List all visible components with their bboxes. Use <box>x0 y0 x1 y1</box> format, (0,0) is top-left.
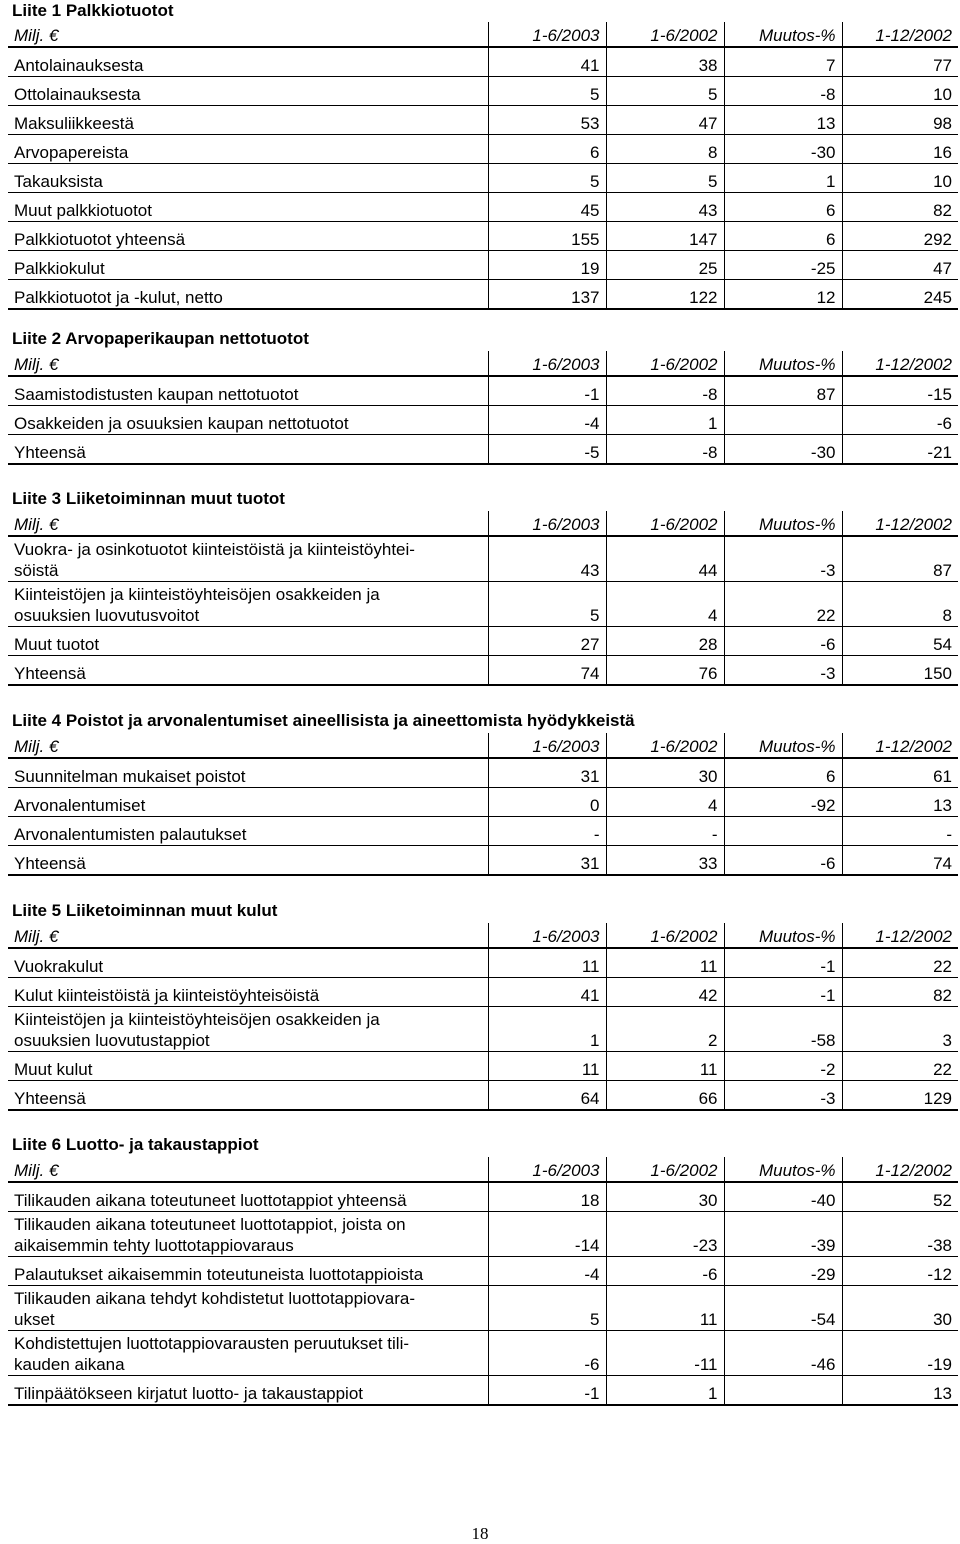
row-value: 30 <box>606 1182 724 1212</box>
row-value: 137 <box>488 280 606 310</box>
financial-table <box>8 351 958 465</box>
row-value: 5 <box>488 164 606 193</box>
row-label: Muut palkkiotuotot <box>8 193 488 222</box>
row-value: -6 <box>724 846 842 876</box>
row-label-line: Tilikauden aikana tehdyt kohdistetut luottotappiovara- <box>14 1289 416 1308</box>
row-value: 292 <box>842 222 958 251</box>
row-value: -5 <box>488 435 606 465</box>
row-value: 5 <box>606 77 724 106</box>
table-row <box>8 788 958 817</box>
row-label: Palkkiotuotot yhteensä <box>8 222 488 251</box>
row-value: 11 <box>606 1052 724 1081</box>
header-unit: Milj. € <box>8 511 488 536</box>
row-value: 1 <box>606 1376 724 1406</box>
header-col4: 1-12/2002 <box>842 511 958 536</box>
table-row <box>8 406 958 435</box>
row-value: 61 <box>842 758 958 788</box>
row-label <box>8 1286 488 1331</box>
row-value: 147 <box>606 222 724 251</box>
row-label: Takauksista <box>8 164 488 193</box>
header-col4: 1-12/2002 <box>842 22 958 47</box>
row-value: 3 <box>842 1007 958 1052</box>
row-value: 43 <box>488 536 606 582</box>
section-title: Liite 3 Liiketoiminnan muut tuotot <box>12 489 285 508</box>
row-value: 41 <box>488 47 606 77</box>
table-row <box>8 251 958 280</box>
row-value: 12 <box>724 280 842 310</box>
row-value: -30 <box>724 135 842 164</box>
table-row <box>8 536 958 582</box>
row-value: -3 <box>724 1081 842 1111</box>
header-col3: Muutos-% <box>724 22 842 47</box>
header-col2: 1-6/2002 <box>606 22 724 47</box>
table-row <box>8 1081 958 1111</box>
row-label: Yhteensä <box>8 1081 488 1111</box>
row-label: Suunnitelman mukaiset poistot <box>8 758 488 788</box>
row-label-line: kauden aikana <box>14 1355 125 1374</box>
row-value: - <box>606 817 724 846</box>
header-col4: 1-12/2002 <box>842 733 958 758</box>
row-value: 30 <box>606 758 724 788</box>
row-value: -6 <box>606 1257 724 1286</box>
row-value: 16 <box>842 135 958 164</box>
row-label: Osakkeiden ja osuuksien kaupan nettotuotot <box>8 406 488 435</box>
header-unit: Milj. € <box>8 1157 488 1182</box>
section-title: Liite 4 Poistot ja arvonalentumiset aineellisista ja aineettomista hyödykkeistä <box>12 711 635 730</box>
row-value: 122 <box>606 280 724 310</box>
row-value: -8 <box>724 77 842 106</box>
row-label-line: Kiinteistöjen ja kiinteistöyhteisöjen osakkeiden ja <box>14 1010 380 1029</box>
table-header-row <box>8 1157 958 1182</box>
header-col4: 1-12/2002 <box>842 923 958 948</box>
row-value: -1 <box>488 376 606 406</box>
row-label-line: ukset <box>14 1310 55 1329</box>
row-value: 1 <box>724 164 842 193</box>
row-label-line: Kiinteistöjen ja kiinteistöyhteisöjen osakkeiden ja <box>14 585 380 604</box>
row-value: 41 <box>488 978 606 1007</box>
table-row <box>8 77 958 106</box>
financial-table <box>8 511 958 686</box>
row-value: 66 <box>606 1081 724 1111</box>
row-value: 74 <box>488 656 606 686</box>
row-value: 38 <box>606 47 724 77</box>
row-value: 43 <box>606 193 724 222</box>
table-row <box>8 1376 958 1406</box>
table-row <box>8 1007 958 1052</box>
row-value: 5 <box>488 582 606 627</box>
row-value: 13 <box>842 788 958 817</box>
table-row <box>8 978 958 1007</box>
row-value: 2 <box>606 1007 724 1052</box>
header-unit: Milj. € <box>8 733 488 758</box>
row-label: Antolainauksesta <box>8 47 488 77</box>
row-value: -23 <box>606 1212 724 1257</box>
header-col3: Muutos-% <box>724 923 842 948</box>
table-row <box>8 47 958 77</box>
section-title: Liite 6 Luotto- ja takaustappiot <box>12 1135 259 1154</box>
table-header-row <box>8 22 958 47</box>
row-value: -4 <box>488 1257 606 1286</box>
row-label: Ottolainauksesta <box>8 77 488 106</box>
header-col4: 1-12/2002 <box>842 1157 958 1182</box>
row-value: -39 <box>724 1212 842 1257</box>
row-label-line: Vuokra- ja osinkotuotot kiinteistöistä ja kiinteistöyhtei- <box>14 540 415 559</box>
financial-table <box>8 22 958 310</box>
row-value: 6 <box>488 135 606 164</box>
row-value: 245 <box>842 280 958 310</box>
row-value: 4 <box>606 582 724 627</box>
row-value: -3 <box>724 536 842 582</box>
row-value: 1 <box>488 1007 606 1052</box>
header-col3: Muutos-% <box>724 511 842 536</box>
table-row <box>8 817 958 846</box>
row-label: Maksuliikkeestä <box>8 106 488 135</box>
row-label <box>8 1331 488 1376</box>
row-value: 4 <box>606 788 724 817</box>
row-value: -3 <box>724 656 842 686</box>
row-label-line: osuuksien luovutustappiot <box>14 1031 210 1050</box>
row-value: -46 <box>724 1331 842 1376</box>
table-header-row <box>8 511 958 536</box>
row-value: -15 <box>842 376 958 406</box>
header-col2: 1-6/2002 <box>606 923 724 948</box>
table-row <box>8 1331 958 1376</box>
row-value: 6 <box>724 222 842 251</box>
row-value: 45 <box>488 193 606 222</box>
row-label: Tilinpäätökseen kirjatut luotto- ja takaustappiot <box>8 1376 488 1406</box>
row-value: 87 <box>842 536 958 582</box>
table-row <box>8 193 958 222</box>
row-value: 76 <box>606 656 724 686</box>
table-row <box>8 135 958 164</box>
table-row <box>8 758 958 788</box>
row-value: 31 <box>488 758 606 788</box>
row-value: -14 <box>488 1212 606 1257</box>
row-value: 30 <box>842 1286 958 1331</box>
row-value: 54 <box>842 627 958 656</box>
row-value: 44 <box>606 536 724 582</box>
row-value: 11 <box>606 1286 724 1331</box>
row-value: 11 <box>606 948 724 978</box>
table-row <box>8 376 958 406</box>
header-col1: 1-6/2003 <box>488 1157 606 1182</box>
row-value: -1 <box>488 1376 606 1406</box>
header-unit: Milj. € <box>8 351 488 376</box>
table-row <box>8 1257 958 1286</box>
row-value: -1 <box>724 978 842 1007</box>
header-unit: Milj. € <box>8 923 488 948</box>
header-unit: Milj. € <box>8 22 488 47</box>
row-value: - <box>842 817 958 846</box>
section-title: Liite 2 Arvopaperikaupan nettotuotot <box>12 329 309 348</box>
table-row <box>8 1286 958 1331</box>
table-row <box>8 948 958 978</box>
header-col1: 1-6/2003 <box>488 733 606 758</box>
row-value: 7 <box>724 47 842 77</box>
table-row <box>8 1182 958 1212</box>
row-label: Palkkiokulut <box>8 251 488 280</box>
row-label: Vuokrakulut <box>8 948 488 978</box>
table-row <box>8 164 958 193</box>
row-value <box>724 406 842 435</box>
row-label-line: aikaisemmin tehty luottotappiovaraus <box>14 1236 294 1255</box>
table-header-row <box>8 733 958 758</box>
row-value: -6 <box>488 1331 606 1376</box>
row-value: -38 <box>842 1212 958 1257</box>
row-value: 87 <box>724 376 842 406</box>
table-row <box>8 656 958 686</box>
row-value: 25 <box>606 251 724 280</box>
header-col2: 1-6/2002 <box>606 351 724 376</box>
row-value: 27 <box>488 627 606 656</box>
row-value: 6 <box>724 758 842 788</box>
row-label <box>8 1007 488 1052</box>
row-value: 5 <box>606 164 724 193</box>
table-row <box>8 222 958 251</box>
header-col2: 1-6/2002 <box>606 733 724 758</box>
header-col2: 1-6/2002 <box>606 511 724 536</box>
financial-table <box>8 1157 958 1406</box>
row-value: 13 <box>842 1376 958 1406</box>
row-value: -12 <box>842 1257 958 1286</box>
header-col1: 1-6/2003 <box>488 923 606 948</box>
row-label: Muut kulut <box>8 1052 488 1081</box>
row-label: Palkkiotuotot ja -kulut, netto <box>8 280 488 310</box>
row-label-line: söistä <box>14 561 59 580</box>
table-row <box>8 1052 958 1081</box>
row-label: Yhteensä <box>8 435 488 465</box>
page-number: 18 <box>471 1524 489 1543</box>
row-value: 1 <box>606 406 724 435</box>
header-col1: 1-6/2003 <box>488 351 606 376</box>
row-label <box>8 582 488 627</box>
row-value: 64 <box>488 1081 606 1111</box>
row-value: 33 <box>606 846 724 876</box>
row-label: Saamistodistusten kaupan nettotuotot <box>8 376 488 406</box>
row-value: 22 <box>842 948 958 978</box>
row-value: -1 <box>724 948 842 978</box>
row-value: 53 <box>488 106 606 135</box>
row-value: 8 <box>842 582 958 627</box>
header-col3: Muutos-% <box>724 351 842 376</box>
row-value: -19 <box>842 1331 958 1376</box>
row-value: -6 <box>724 627 842 656</box>
table-row <box>8 435 958 465</box>
row-value: 6 <box>724 193 842 222</box>
table-row <box>8 280 958 310</box>
row-value: 5 <box>488 1286 606 1331</box>
row-value: -2 <box>724 1052 842 1081</box>
row-value: 18 <box>488 1182 606 1212</box>
row-value: 47 <box>842 251 958 280</box>
row-value: 155 <box>488 222 606 251</box>
row-value: 98 <box>842 106 958 135</box>
header-col4: 1-12/2002 <box>842 351 958 376</box>
section-title: Liite 1 Palkkiotuotot <box>12 1 174 20</box>
header-col1: 1-6/2003 <box>488 22 606 47</box>
row-value: 47 <box>606 106 724 135</box>
row-value: -92 <box>724 788 842 817</box>
row-value: -4 <box>488 406 606 435</box>
row-value: 8 <box>606 135 724 164</box>
row-value: -21 <box>842 435 958 465</box>
header-col2: 1-6/2002 <box>606 1157 724 1182</box>
row-value: -8 <box>606 376 724 406</box>
table-header-row <box>8 923 958 948</box>
row-label-line: osuuksien luovutusvoitot <box>14 606 200 625</box>
row-value: 77 <box>842 47 958 77</box>
header-col1: 1-6/2003 <box>488 511 606 536</box>
row-label <box>8 1212 488 1257</box>
row-value: 22 <box>842 1052 958 1081</box>
row-label-line: Kohdistettujen luottotappiovarausten peruutukset tili- <box>14 1334 410 1353</box>
row-value: -8 <box>606 435 724 465</box>
header-col3: Muutos-% <box>724 733 842 758</box>
row-value: 22 <box>724 582 842 627</box>
row-value: 10 <box>842 164 958 193</box>
row-value: 150 <box>842 656 958 686</box>
row-label: Arvopapereista <box>8 135 488 164</box>
row-value: 13 <box>724 106 842 135</box>
row-value: -25 <box>724 251 842 280</box>
table-row <box>8 627 958 656</box>
row-value: -40 <box>724 1182 842 1212</box>
section-title: Liite 5 Liiketoiminnan muut kulut <box>12 901 278 920</box>
row-value: -30 <box>724 435 842 465</box>
row-value: 74 <box>842 846 958 876</box>
table-row <box>8 1212 958 1257</box>
financial-table <box>8 733 958 876</box>
row-value: -6 <box>842 406 958 435</box>
row-value: 11 <box>488 948 606 978</box>
row-label: Yhteensä <box>8 656 488 686</box>
row-label: Muut tuotot <box>8 627 488 656</box>
row-value: 19 <box>488 251 606 280</box>
row-label-line: Tilikauden aikana toteutuneet luottotappiot, joista on <box>14 1215 406 1234</box>
row-value: 82 <box>842 193 958 222</box>
row-value: 82 <box>842 978 958 1007</box>
table-row <box>8 846 958 876</box>
table-row <box>8 106 958 135</box>
row-value: 11 <box>488 1052 606 1081</box>
row-label: Palautukset aikaisemmin toteutuneista luottotappioista <box>8 1257 488 1286</box>
row-value: 42 <box>606 978 724 1007</box>
row-value: -11 <box>606 1331 724 1376</box>
row-label: Arvonalentumisten palautukset <box>8 817 488 846</box>
row-value: 52 <box>842 1182 958 1212</box>
row-label: Kulut kiinteistöistä ja kiinteistöyhteisöistä <box>8 978 488 1007</box>
row-label <box>8 536 488 582</box>
row-value: -29 <box>724 1257 842 1286</box>
header-col3: Muutos-% <box>724 1157 842 1182</box>
row-value: 10 <box>842 77 958 106</box>
row-value: 129 <box>842 1081 958 1111</box>
row-value: -58 <box>724 1007 842 1052</box>
row-value: 28 <box>606 627 724 656</box>
row-label: Arvonalentumiset <box>8 788 488 817</box>
table-row <box>8 582 958 627</box>
row-value <box>724 817 842 846</box>
row-value: -54 <box>724 1286 842 1331</box>
row-label: Tilikauden aikana toteutuneet luottotappiot yhteensä <box>8 1182 488 1212</box>
row-value: - <box>488 817 606 846</box>
row-value: 0 <box>488 788 606 817</box>
row-label: Yhteensä <box>8 846 488 876</box>
row-value <box>724 1376 842 1406</box>
row-value: 31 <box>488 846 606 876</box>
row-value: 5 <box>488 77 606 106</box>
table-header-row <box>8 351 958 376</box>
financial-table <box>8 923 958 1111</box>
